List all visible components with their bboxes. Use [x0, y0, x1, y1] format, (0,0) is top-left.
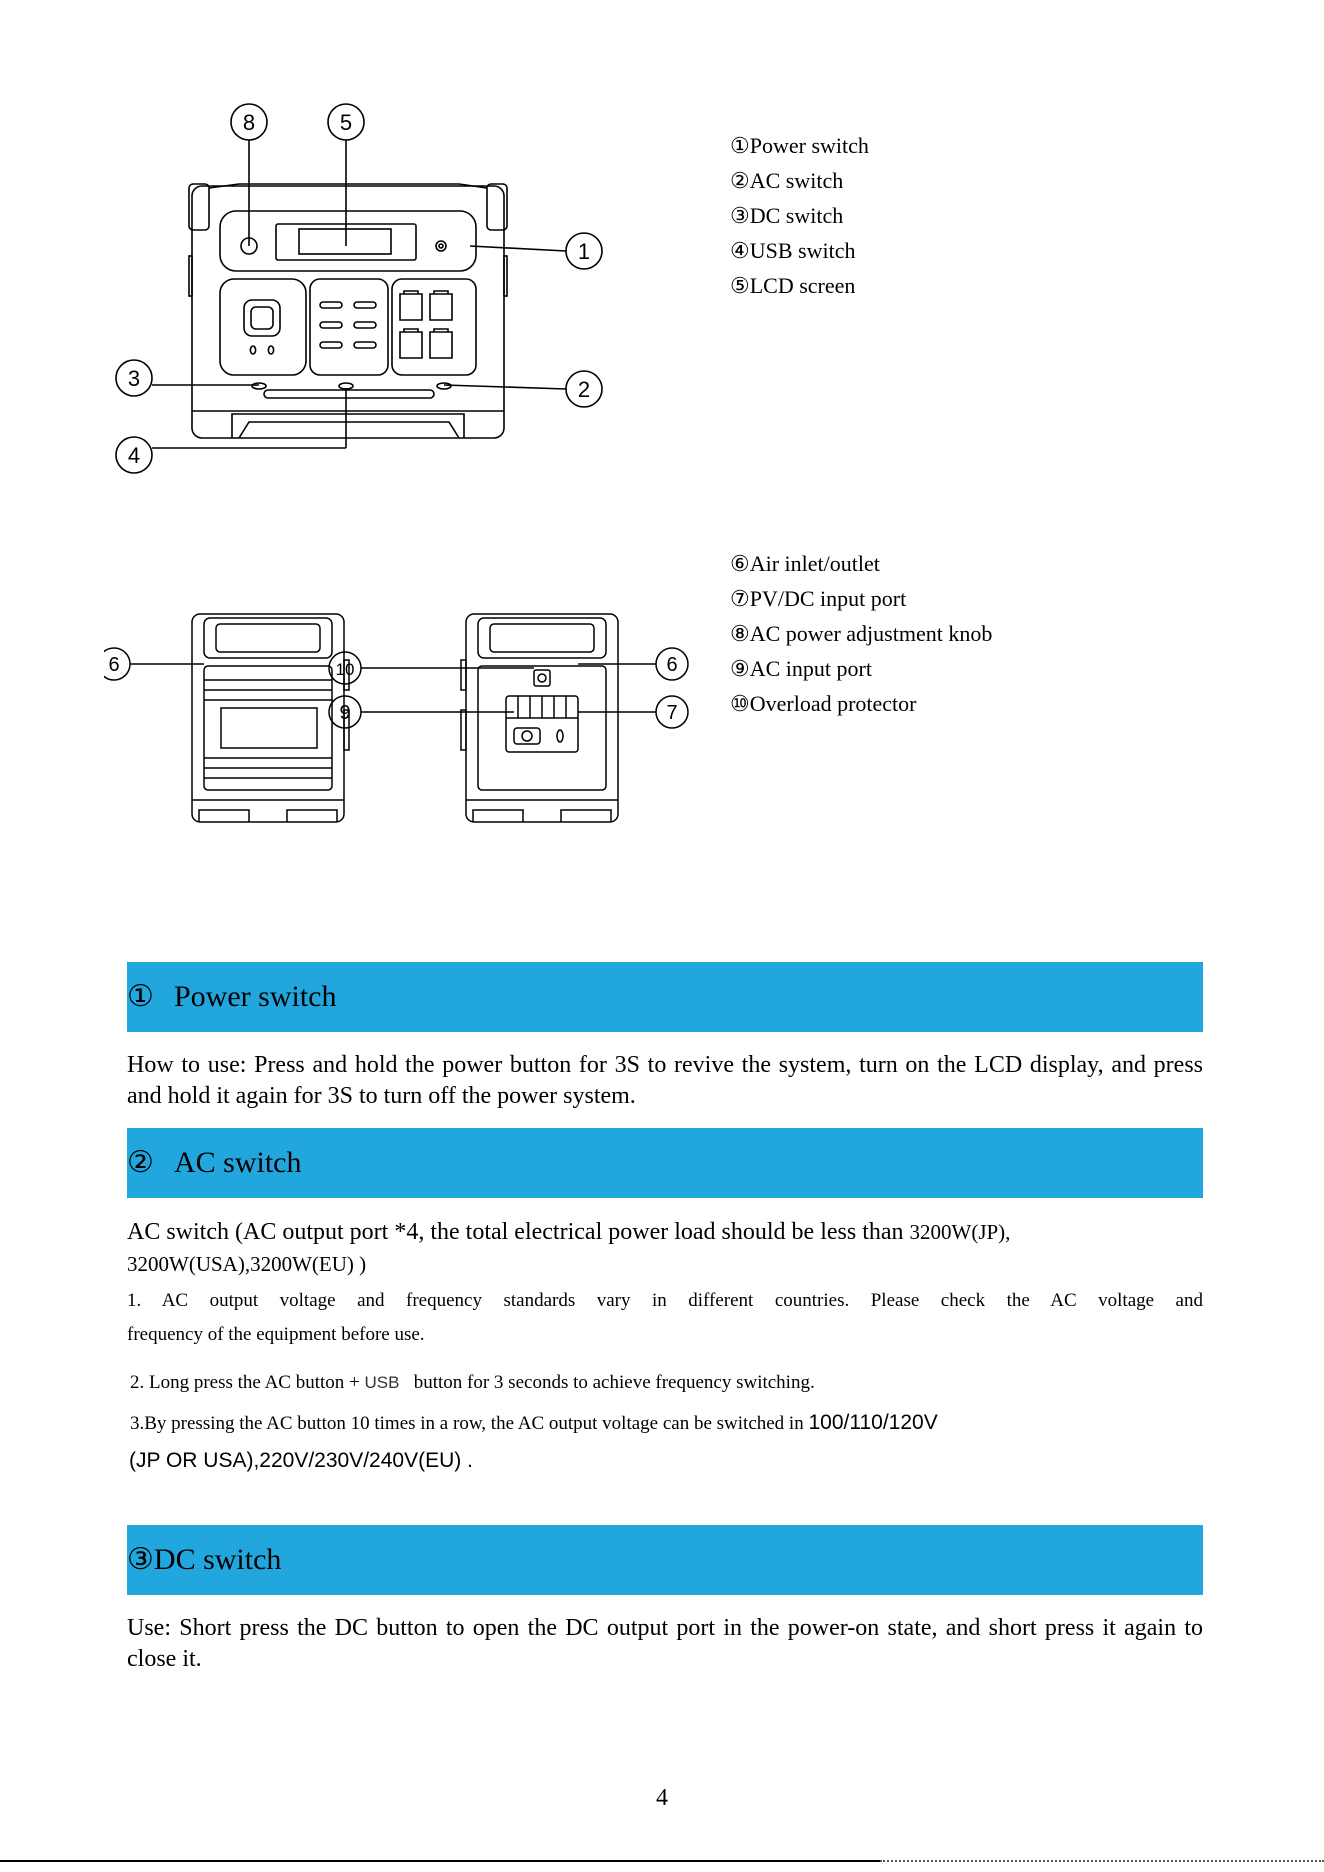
- section-title: Power switch: [174, 980, 337, 1013]
- section-title: DC switch: [153, 1543, 282, 1576]
- section-title: AC switch: [174, 1146, 302, 1179]
- ac-switch-item-3-cont: (JP OR USA),220V/230V/240V(EU) .: [129, 1449, 473, 1472]
- legend-item: ④USB switch: [730, 238, 856, 263]
- legend-bottom: [730, 546, 992, 721]
- ac-switch-item-2: 2. Long press the AC button + USB button for 3 seconds to achieve frequency switching.: [130, 1372, 815, 1393]
- section-number: ②: [127, 1146, 154, 1179]
- ac-switch-item-1: 1. AC output voltage and frequency standards vary in different countries. Please check the AC voltage and frequency of the equipment before use.: [127, 1290, 1203, 1345]
- footer-rule-dotted: [880, 1860, 1324, 1862]
- callout-4: 4: [127, 443, 141, 468]
- legend-item: ②AC switch: [730, 168, 844, 193]
- dc-switch-description: Use: Short press the DC button to open the DC output port in the power-on state, and short press it again to close it.: [127, 1615, 1203, 1672]
- footer-rule: [0, 1860, 880, 1862]
- callout-5: 5: [339, 110, 353, 135]
- legend-top: [730, 128, 869, 303]
- legend-item: ⑥Air inlet/outlet: [730, 551, 880, 576]
- legend-item: ⑨AC input port: [730, 656, 872, 681]
- callout-6: 6: [666, 654, 678, 676]
- callout-8: 8: [242, 110, 256, 135]
- callout-2: 2: [577, 377, 591, 402]
- section-header-dc-switch: [127, 1525, 1203, 1595]
- side-views-diagram: [104, 600, 724, 840]
- page-number: 4: [656, 1785, 668, 1811]
- callout-1: 1: [577, 239, 591, 264]
- front-view-diagram: [104, 96, 624, 486]
- ac-switch-item-3: 3.By pressing the AC button 10 times in a row, the AC output voltage can be switched in 100/110/120V: [130, 1411, 938, 1434]
- callout-3: 3: [127, 366, 141, 391]
- legend-item: ⑩Overload protector: [730, 691, 917, 716]
- callout-10: 10: [335, 660, 355, 679]
- legend-item: ③DC switch: [730, 203, 844, 228]
- power-switch-description: How to use: Press and hold the power button for 3S to revive the system, turn on the LCD display, and press and hold it again for 3S to turn off the power system.: [127, 1052, 1203, 1109]
- legend-item: ⑧AC power adjustment knob: [730, 621, 993, 646]
- legend-item: ⑦PV/DC input port: [730, 586, 907, 611]
- legend-item: ⑤LCD screen: [730, 273, 856, 298]
- callout-6: 6: [108, 654, 120, 676]
- ac-switch-intro: AC switch (AC output port *4, the total electrical power load should be less than 3200W(JP), 3200W(USA),3200W(EU) ): [127, 1219, 1011, 1276]
- section-number: ③: [127, 1543, 154, 1576]
- callout-7: 7: [666, 702, 678, 724]
- legend-item: ①Power switch: [730, 133, 869, 158]
- callout-9: 9: [339, 702, 351, 724]
- section-number: ①: [127, 980, 154, 1013]
- section-header-power-switch: [127, 962, 1203, 1032]
- section-header-ac-switch: [127, 1128, 1203, 1198]
